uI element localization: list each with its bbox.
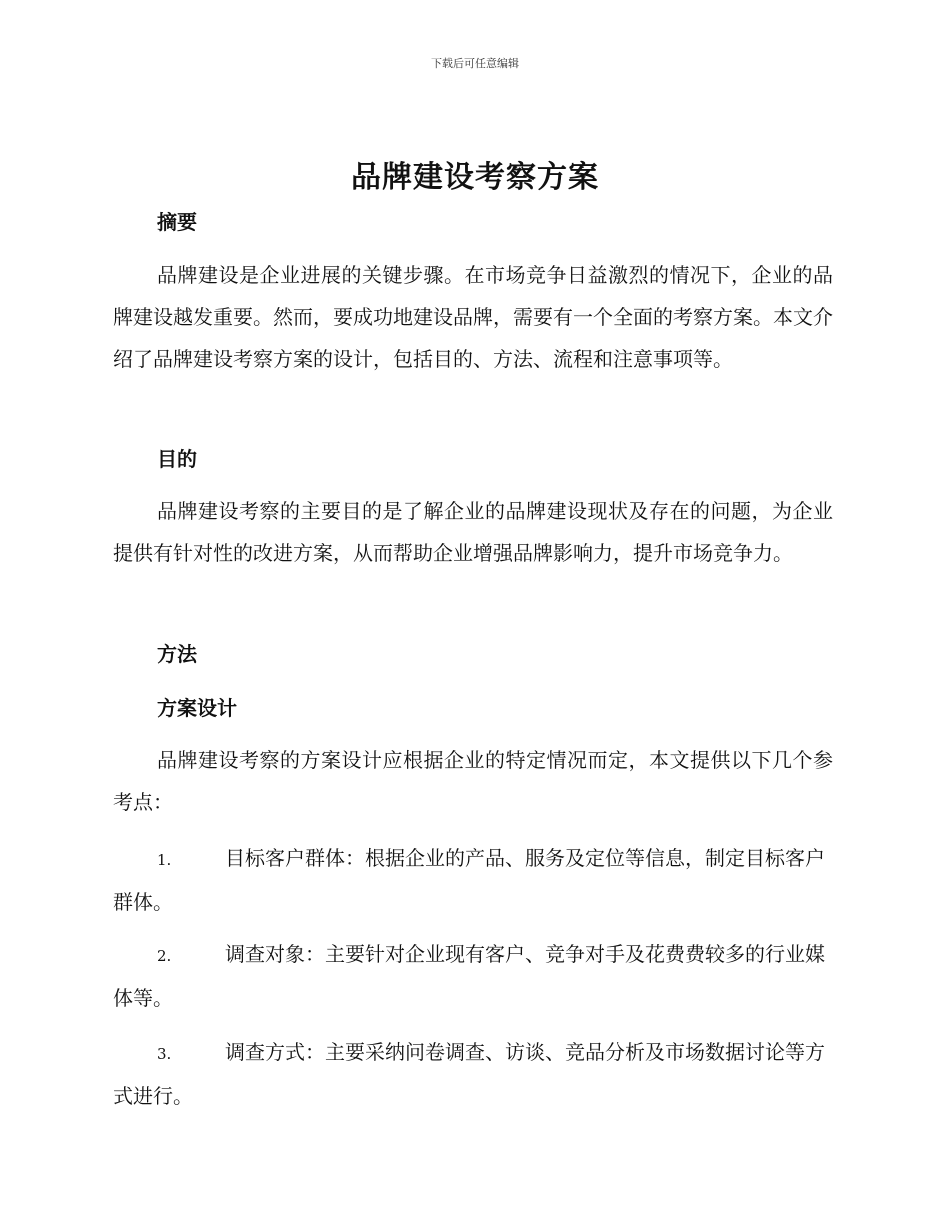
list-item: [113, 933, 833, 1019]
list-item-text: 目标客户群体：根据企业的产品、服务及定位等信息，制定目标客户群体。: [113, 846, 825, 914]
list-item-number: 3.: [157, 1045, 172, 1063]
plan-paragraph: 品牌建设考察的方案设计应根据企业的特定情况而定，本文提供以下几个参考点：: [113, 748, 833, 814]
list-item: [113, 1031, 833, 1117]
list-item-number: 1.: [157, 851, 172, 869]
list-item-text: 调查方式：主要采纳问卷调查、访谈、竞品分析及市场数据讨论等方式进行。: [113, 1040, 825, 1108]
purpose-paragraph: 品牌建设考察的主要目的是了解企业的品牌建设现状及存在的问题，为企业提供有针对性的改进方案，从而帮助企业增强品牌影响力，提升市场竞争力。: [113, 499, 833, 565]
list-item: [113, 837, 833, 923]
plan-heading: 方案设计: [157, 696, 237, 720]
abstract-paragraph: 品牌建设是企业进展的关键步骤。在市场竞争日益激烈的情况下，企业的品牌建设越发重要。然而，要成功地建设品牌，需要有一个全面的考察方案。本文介绍了品牌建设考察方案的设计，包括目的、方法、流程和注意事项等。: [113, 263, 833, 371]
list-item-text: 调查对象：主要针对企业现有客户、竞争对手及花费费较多的行业媒体等。: [113, 942, 825, 1010]
purpose-heading: 目的: [157, 447, 197, 471]
method-heading: 方法: [157, 642, 197, 666]
document-title: 品牌建设考察方案: [351, 160, 599, 195]
abstract-heading: 摘要: [157, 210, 197, 234]
list-item-number: 2.: [157, 947, 172, 965]
header-note: 下载后可任意编辑: [431, 57, 519, 70]
